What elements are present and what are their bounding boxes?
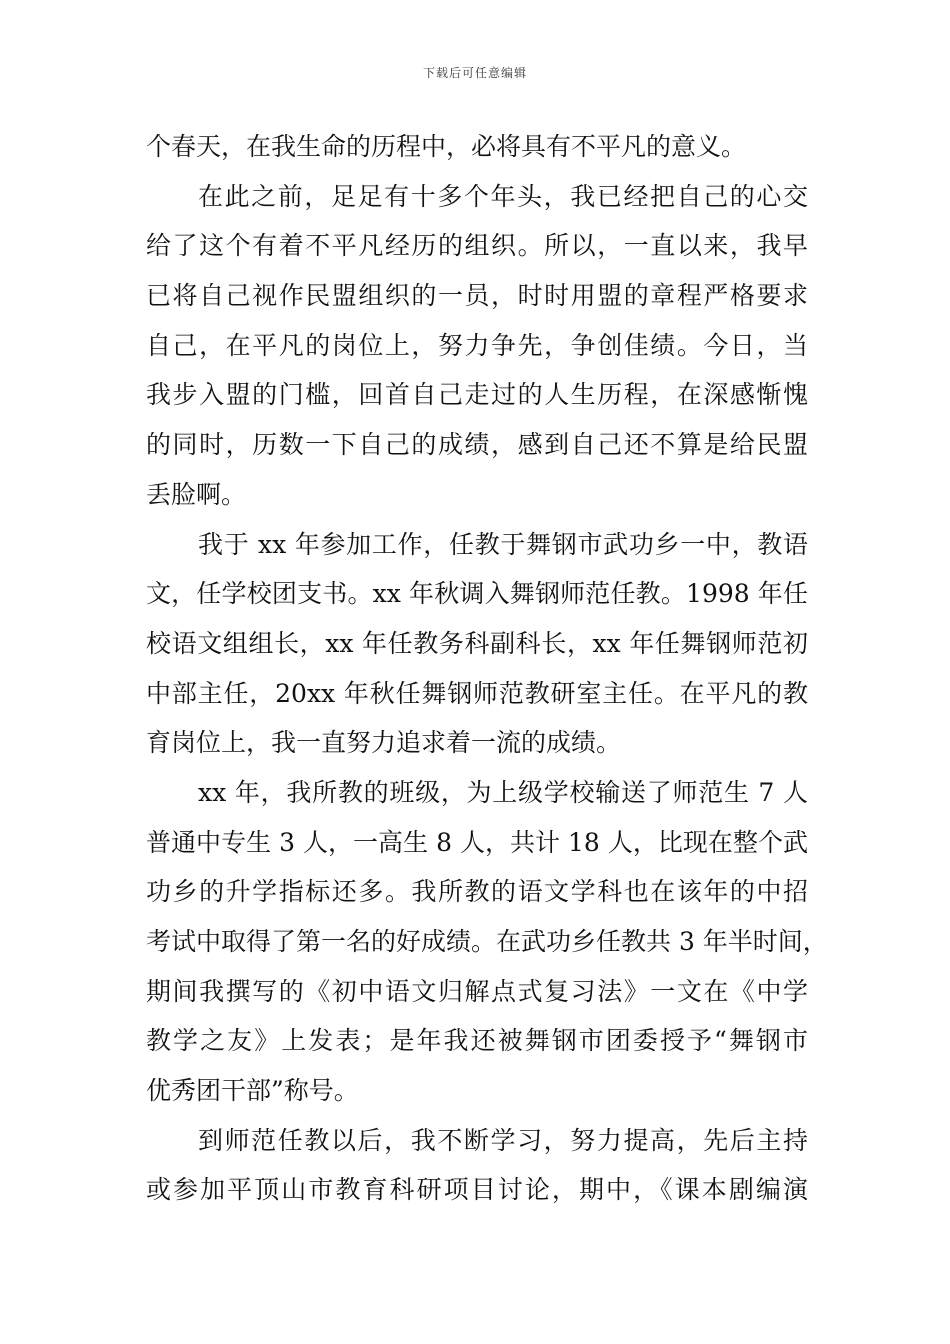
text-line: 已将自己视作民盟组织的一员，时时用盟的章程严格要求 — [146, 281, 808, 311]
text-line: 或参加平顶山市教育科研项目讨论，期中，《课本剧编演 — [146, 1175, 808, 1205]
text-line: 到师范任教以后，我不断学习，努力提高，先后主持 — [198, 1125, 808, 1155]
text-line: 优秀团干部”称号。 — [146, 1076, 359, 1106]
text-line: 考试中取得了第一名的好成绩。在武功乡任教共 3 年半时间， — [146, 927, 828, 956]
text-line: 教学之友》上发表；是年我还被舞钢市团委授予“舞钢市 — [146, 1026, 808, 1056]
text-line: 个春天，在我生命的历程中，必将具有不平凡的意义。 — [146, 132, 747, 161]
text-line: 功乡的升学指标还多。我所教的语文学科也在该年的中招 — [146, 877, 808, 907]
document-body — [146, 122, 828, 1215]
text-line: 给了这个有着不平凡经历的组织。所以，一直以来，我早 — [146, 231, 808, 261]
text-line: 在此之前，足足有十多个年头，我已经把自己的心交 — [198, 181, 808, 211]
page-header: 下载后可任意编辑 — [422, 66, 527, 80]
text-line: 校语文组组长，xx 年任教务科副科长，xx 年任舞钢师范初 — [146, 628, 808, 658]
text-line: xx 年，我所教的班级，为上级学校输送了师范生 7 人 — [198, 777, 808, 807]
text-line: 我于 xx 年参加工作，任教于舞钢市武功乡一中，教语 — [198, 529, 808, 559]
text-line: 丢脸啊。 — [146, 479, 247, 509]
text-line: 普通中专生 3 人，一高生 8 人，共计 18 人，比现在整个武 — [146, 827, 808, 857]
text-line: 育岗位上，我一直努力追求着一流的成绩。 — [146, 728, 622, 758]
text-line: 我步入盟的门槛，回首自己走过的人生历程，在深感惭愧 — [146, 380, 808, 410]
text-line: 中部主任，20xx 年秋任舞钢师范教研室主任。在平凡的教 — [146, 678, 808, 708]
text-line: 期间我撰写的《初中语文归解点式复习法》一文在《中学 — [146, 976, 808, 1006]
text-line: 的同时，历数一下自己的成绩，感到自己还不算是给民盟 — [146, 430, 808, 460]
text-line: 自己，在平凡的岗位上，努力争先，争创佳绩。今日，当 — [146, 330, 808, 360]
text-line: 文，任学校团支书。xx 年秋调入舞钢师范任教。1998 年任 — [146, 579, 808, 609]
